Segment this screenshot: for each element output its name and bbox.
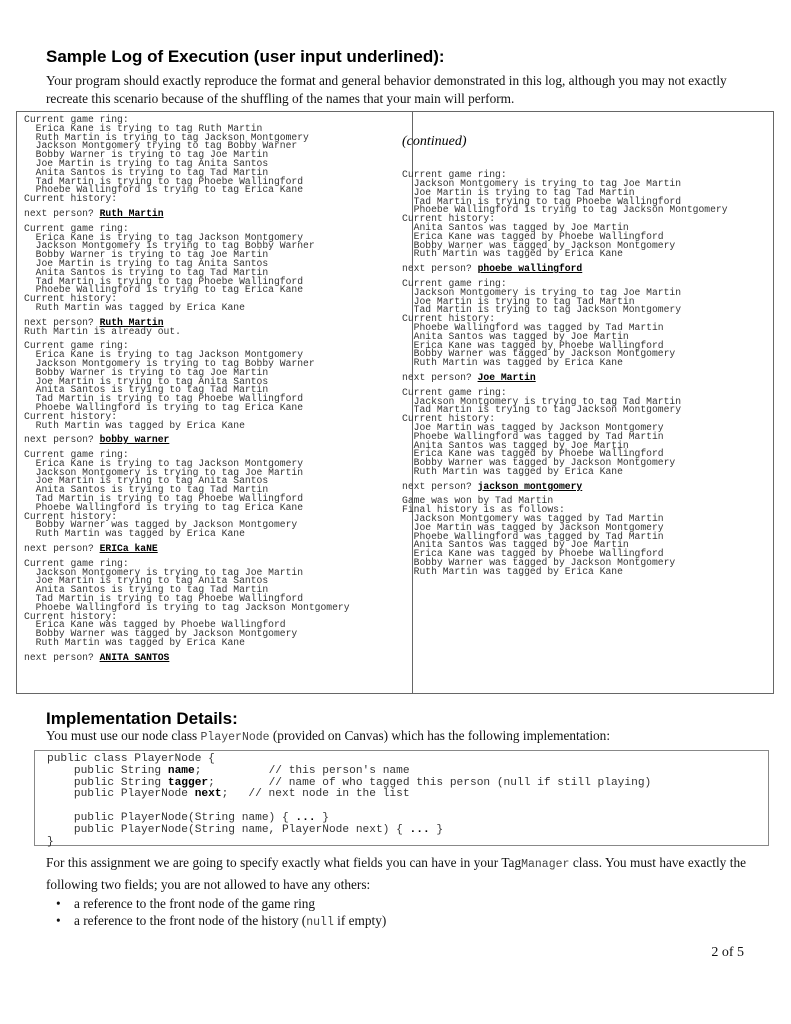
log-line: Ruth Martin is already out. bbox=[24, 325, 181, 337]
code-line: public class PlayerNode { bbox=[47, 753, 215, 765]
log-line: Phoebe Wallingford is trying to tag Erica Kane bbox=[24, 184, 304, 196]
class-name-code: Manager bbox=[521, 858, 570, 871]
user-input: jackson montgomery bbox=[477, 480, 583, 492]
log-line: Jackson Montgomery is trying to tag Tad Martin bbox=[402, 395, 682, 407]
log-line: Game was won by Tad Martin bbox=[402, 495, 554, 507]
log-line: Current history: bbox=[24, 510, 118, 522]
log-line: Erica Kane is trying to tag Jackson Montgomery bbox=[24, 457, 304, 469]
code-listing-box bbox=[34, 750, 769, 846]
log-line: Tad Martin is trying to tag Jackson Montgomery bbox=[402, 404, 682, 416]
code-line: public PlayerNode(String name, PlayerNode next) { ... } bbox=[47, 823, 444, 836]
log-line: Joe Martin is trying to tag Anita Santos bbox=[24, 475, 269, 487]
log-line: Ruth Martin was tagged by Erica Kane bbox=[402, 565, 623, 577]
log-line: next person? ERICa kaNE bbox=[24, 543, 158, 555]
log-line: Tad Martin is trying to tag Phoebe Wallingford bbox=[402, 195, 682, 207]
log-line: Current game ring: bbox=[24, 222, 129, 234]
log-line: Final history is as follows: bbox=[402, 504, 565, 516]
log-line: Jackson Montgomery is trying to tag Joe Martin bbox=[402, 177, 682, 189]
code-line: public PlayerNode(String name) { ... } bbox=[47, 811, 329, 824]
user-input: Joe Martin bbox=[477, 371, 536, 383]
user-input: Ruth Martin bbox=[99, 316, 164, 328]
log-line: Tad Martin is trying to tag Phoebe Wallingford bbox=[24, 393, 304, 405]
log-line: Anita Santos is trying to tag Tad Martin bbox=[24, 384, 269, 396]
continued-label: (continued) bbox=[402, 133, 467, 149]
execution-log-table bbox=[16, 111, 774, 694]
user-input: bobby warner bbox=[99, 434, 170, 446]
log-line: Erica Kane was tagged by Phoebe Wallingford bbox=[402, 548, 664, 560]
log-line: Anita Santos is trying to tag Tad Martin bbox=[24, 166, 269, 178]
log-line: Current game ring: bbox=[402, 169, 507, 181]
log-line: Anita Santos is trying to tag Tad Martin bbox=[24, 584, 269, 596]
log-line: Jackson Montgomery trying to tag Bobby Warner bbox=[24, 140, 298, 152]
log-line: Phoebe Wallingford was tagged by Tad Martin bbox=[402, 530, 664, 542]
log-line: Bobby Warner was tagged by Jackson Montgomery bbox=[24, 628, 298, 640]
log-line: Joe Martin is trying to tag Tad Martin bbox=[402, 186, 635, 198]
bullet-item-history: • a reference to the front node of the history (null if empty) bbox=[56, 913, 387, 929]
section-heading-implementation: Implementation Details: bbox=[46, 709, 238, 728]
log-line: Joe Martin was tagged by Jackson Montgomery bbox=[402, 521, 664, 533]
log-line: Ruth Martin was tagged by Erica Kane bbox=[402, 248, 623, 260]
code-line: } bbox=[47, 835, 54, 848]
log-line: Current history: bbox=[402, 313, 496, 325]
log-line: Jackson Montgomery is trying to tag Joe Martin bbox=[402, 286, 682, 298]
log-line: Erica Kane was tagged by Phoebe Wallingford bbox=[402, 448, 664, 460]
log-line: Jackson Montgomery is trying to tag Bobby Warner bbox=[24, 357, 315, 369]
log-line: Ruth Martin was tagged by Erica Kane bbox=[24, 637, 245, 649]
log-line: Erica Kane is trying to tag Jackson Montgomery bbox=[24, 231, 304, 243]
log-line: Current game ring: bbox=[24, 340, 129, 352]
log-line: Joe Martin is trying to tag Anita Santos bbox=[24, 157, 269, 169]
code-line: public String name; // this person's name bbox=[47, 764, 410, 777]
log-line: Current history: bbox=[402, 213, 496, 225]
log-line: Ruth Martin was tagged by Erica Kane bbox=[402, 465, 623, 477]
bullet-item-ring: • a reference to the front node of the game ring bbox=[56, 896, 316, 911]
user-input: ANITA SANTOS bbox=[99, 651, 170, 663]
log-line: Anita Santos was tagged by Joe Martin bbox=[402, 439, 629, 451]
log-line: Bobby Warner was tagged by Jackson Montgomery bbox=[402, 557, 676, 569]
log-line: Ruth Martin was tagged by Erica Kane bbox=[24, 301, 245, 313]
log-line: Current history: bbox=[24, 410, 118, 422]
log-line: Erica Kane is trying to tag Jackson Montgomery bbox=[24, 349, 304, 361]
log-line: Current game ring: bbox=[402, 277, 507, 289]
log-line: next person? phoebe wallingford bbox=[402, 263, 583, 275]
log-line: Jackson Montgomery is trying to tag Bobby Warner bbox=[24, 240, 315, 252]
class-name-code: PlayerNode bbox=[200, 731, 270, 744]
log-line: Phoebe Wallingford is trying to tag Jackson Montgomery bbox=[24, 601, 350, 613]
log-line: Phoebe Wallingford is trying to tag Erica Kane bbox=[24, 284, 304, 296]
log-line: Anita Santos is trying to tag Tad Martin bbox=[24, 266, 269, 278]
log-line: next person? jackson montgomery bbox=[402, 480, 583, 492]
log-line: Anita Santos was tagged by Joe Martin bbox=[402, 221, 629, 233]
log-line: Bobby Warner was tagged by Jackson Montgomery bbox=[402, 348, 676, 360]
log-line: Bobby Warner was tagged by Jackson Montgomery bbox=[24, 519, 298, 531]
log-line: Tad Martin is trying to tag Phoebe Wallingford bbox=[24, 175, 304, 187]
log-line: Current history: bbox=[402, 413, 496, 425]
intro-paragraph: Your program should exactly reproduce the format and general behavior demonstrated in this log, although you may not exactly recreate this scenario because of the shuffling of the names that your main will perform. bbox=[46, 73, 727, 106]
log-line: next person? Joe Martin bbox=[402, 371, 536, 383]
implementation-paragraph: You must use our node class PlayerNode (provided on Canvas) which has the following implementation: bbox=[46, 728, 611, 744]
log-line: Joe Martin is trying to tag Anita Santos bbox=[24, 375, 269, 387]
log-line: Joe Martin is trying to tag Anita Santos bbox=[24, 257, 269, 269]
log-line: Anita Santos was tagged by Joe Martin bbox=[402, 330, 629, 342]
log-line: Joe Martin is trying to tag Anita Santos bbox=[24, 575, 269, 587]
log-line: next person? ANITA SANTOS bbox=[24, 651, 170, 663]
section-heading-sample-log: Sample Log of Execution (user input underlined): bbox=[46, 47, 445, 66]
log-line: Bobby Warner was tagged by Jackson Montgomery bbox=[402, 239, 676, 251]
log-line: Anita Santos is trying to tag Tad Martin bbox=[24, 484, 269, 496]
code-listing bbox=[47, 754, 651, 848]
page-number: 2 of 5 bbox=[711, 945, 744, 960]
log-line: Phoebe Wallingford is trying to tag Jackson Montgomery bbox=[402, 204, 728, 216]
user-input: ERICa kaNE bbox=[99, 543, 158, 555]
log-line: Phoebe Wallingford was tagged by Tad Martin bbox=[402, 430, 664, 442]
log-line: Jackson Montgomery is trying to tag Joe Martin bbox=[24, 566, 304, 578]
log-line: Phoebe Wallingford is trying to tag Erica Kane bbox=[24, 501, 304, 513]
log-line: Current game ring: bbox=[24, 557, 129, 569]
log-line: Bobby Warner was tagged by Jackson Montgomery bbox=[402, 457, 676, 469]
log-line: Current history: bbox=[24, 293, 118, 305]
log-line: Jackson Montgomery was tagged by Tad Martin bbox=[402, 513, 664, 525]
log-line: Ruth Martin is trying to tag Jackson Montgomery bbox=[24, 131, 309, 143]
log-line: Jackson Montgomery is trying to tag Joe Martin bbox=[24, 466, 304, 478]
log-line: Joe Martin was tagged by Jackson Montgomery bbox=[402, 421, 664, 433]
log-line: Ruth Martin was tagged by Erica Kane bbox=[402, 357, 623, 369]
code-line: public String tagger; // name of who tagged this person (null if still playing) bbox=[47, 776, 652, 789]
log-line: Joe Martin is trying to tag Tad Martin bbox=[402, 295, 635, 307]
log-line: Anita Santos was tagged by Joe Martin bbox=[402, 539, 629, 551]
user-input: Ruth Martin bbox=[99, 207, 164, 219]
log-line: Tad Martin is trying to tag Phoebe Wallingford bbox=[24, 493, 304, 505]
log-line: next person? Ruth Martin bbox=[24, 316, 164, 328]
log-line: Current history: bbox=[24, 610, 118, 622]
log-line: Ruth Martin was tagged by Erica Kane bbox=[24, 528, 245, 540]
log-line: Current game ring: bbox=[402, 386, 507, 398]
log-line: Current game ring: bbox=[24, 449, 129, 461]
log-line: Phoebe Wallingford was tagged by Tad Martin bbox=[402, 321, 664, 333]
user-input: phoebe wallingford bbox=[477, 263, 583, 275]
code-line: public PlayerNode next; // next node in the list bbox=[47, 788, 410, 801]
fields-paragraph: For this assignment we are going to specify exactly what fields you can have in your TagManager class. You must have exactly the following two fields; you are not allowed to have any others: bbox=[46, 855, 746, 892]
log-line: Erica Kane was tagged by Phoebe Wallingford bbox=[402, 339, 664, 351]
log-line: next person? Ruth Martin bbox=[24, 207, 164, 219]
log-line: Erica Kane was tagged by Phoebe Wallingford bbox=[402, 230, 664, 242]
log-line: Tad Martin is trying to tag Phoebe Wallingford bbox=[24, 275, 304, 287]
log-line: Ruth Martin was tagged by Erica Kane bbox=[24, 419, 245, 431]
log-column-right bbox=[402, 116, 728, 577]
log-line: Phoebe Wallingford is trying to tag Erica Kane bbox=[24, 401, 304, 413]
log-column-left bbox=[24, 116, 350, 663]
log-line: Bobby Warner is trying to tag Joe Martin bbox=[24, 149, 269, 161]
log-line: Bobby Warner is trying to tag Joe Martin bbox=[24, 366, 269, 378]
log-line: Tad Martin is trying to tag Phoebe Wallingford bbox=[24, 593, 304, 605]
log-line: Bobby Warner is trying to tag Joe Martin bbox=[24, 249, 269, 261]
log-line: Erica Kane was tagged by Phoebe Wallingford bbox=[24, 619, 286, 631]
log-line: Current history: bbox=[24, 193, 118, 205]
log-line: Tad Martin is trying to tag Jackson Montgomery bbox=[402, 304, 682, 316]
log-line: Current game ring: bbox=[24, 114, 129, 125]
log-line: next person? bobby warner bbox=[24, 434, 170, 446]
log-line: Erica Kane is trying to tag Ruth Martin bbox=[24, 122, 263, 134]
